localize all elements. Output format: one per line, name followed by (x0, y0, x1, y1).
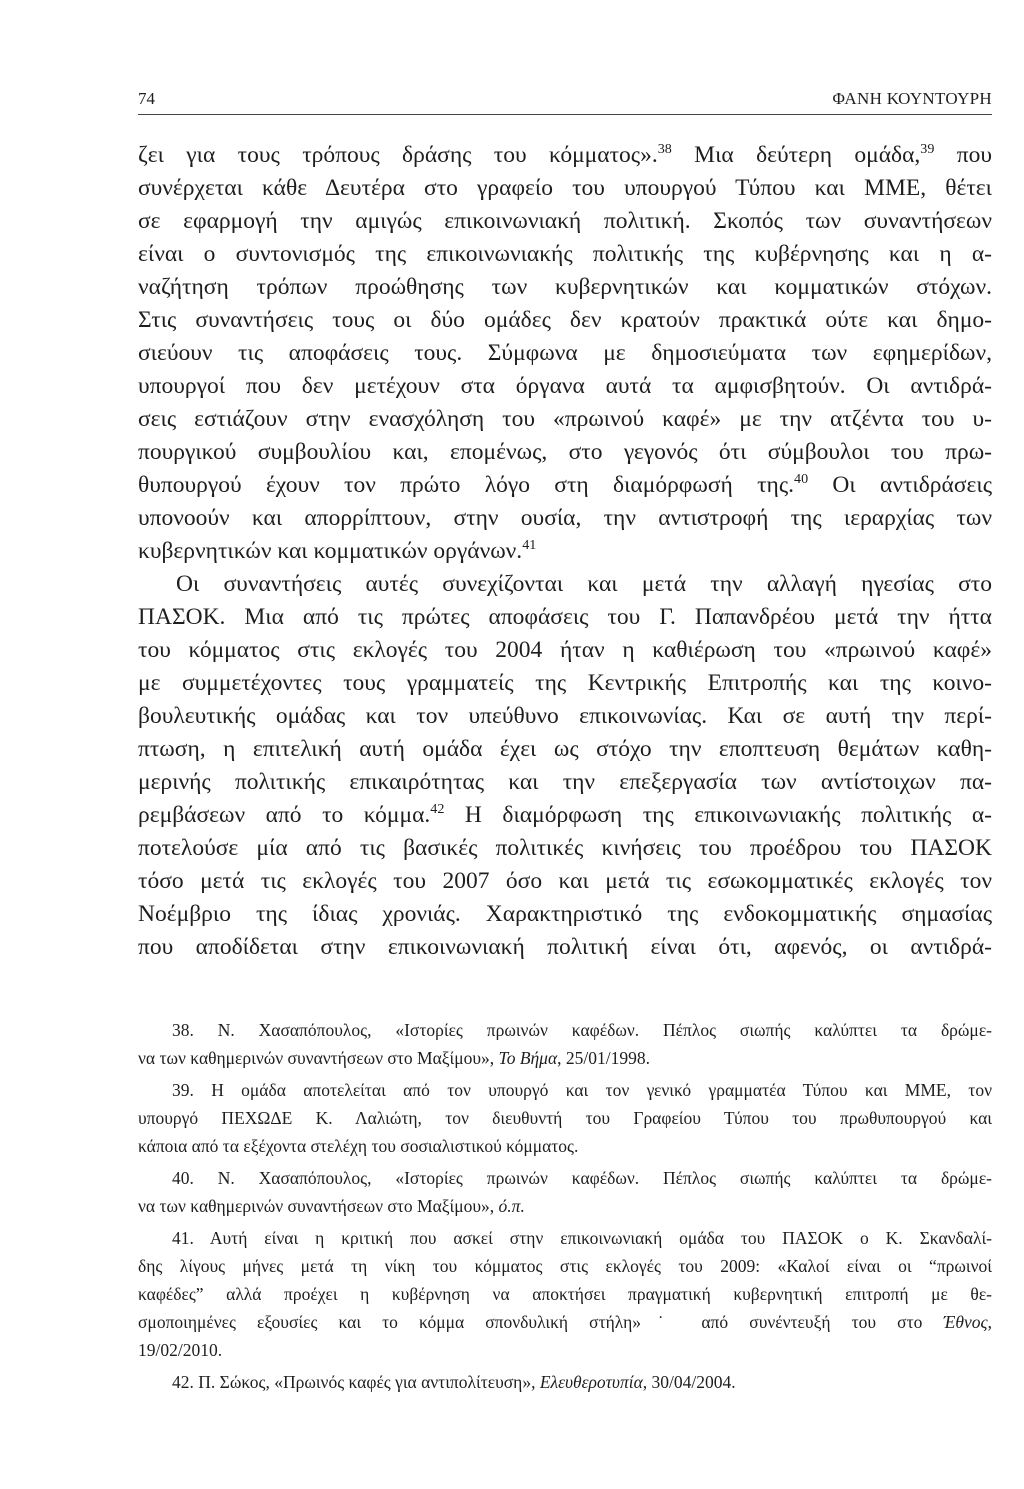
footnote-ref: 41 (522, 537, 537, 554)
footnote-ref: 39 (920, 141, 935, 158)
body-line: τόσο μετά τις εκλογές του 2007 όσο και μετά τις εσωκομματικές εκλογές τον (138, 868, 992, 894)
page-number: 74 (138, 89, 155, 108)
footnote-ref: 38 (657, 141, 672, 158)
body-line: πουργικού συμβουλίου και, επομένως, στο γεγονός ότι σύμβουλοι του πρω- (138, 439, 992, 465)
body-line: Στις συναντήσεις τους οι δύο ομάδες δεν κρατούν πρακτικά ούτε και δημο- (138, 307, 992, 333)
footnote-42: 42. Π. Σώκος, «Πρωινός καφές για αντιπολίτευση», Ελευθεροτυπία, 30/04/2004. (172, 1372, 736, 1392)
body-line: Νοέμβριο της ίδιας χρονιάς. Χαρακτηριστικό της ενδοκομματικής σημασίας (138, 901, 992, 927)
footnote-41-cont: δης λίγους μήνες μετά τη νίκη του κόμματος στις εκλογές του 2009: «Καλοί είναι οι “πρωινοί (138, 1256, 992, 1276)
footnote-41: 41. Αυτή είναι η κριτική που ασκεί στην επικοινωνιακή ομάδα του ΠΑΣΟΚ ο Κ. Σκανδαλί- (172, 1228, 992, 1248)
footnote-41-cont: καφέδες” αλλά προέχει η κυβέρνηση να αποκτήσει πραγματική κυβερνητική επιτροπή με θε- (138, 1284, 992, 1304)
footnote-39-cont: υπουργό ΠΕΧΩΔΕ Κ. Λαλιώτη, τον διευθυντή του Γραφείου Τύπου του πρωθυπουργού και (138, 1108, 992, 1128)
body-line: που αποδίδεται στην επικοινωνιακή πολιτική είναι ότι, αφενός, οι αντιδρά- (138, 934, 992, 960)
body-line: με συμμετέχοντες τους γραμματείς της Κεντρικής Επιτροπής και της κοινο- (138, 670, 992, 696)
footnote-38-cont: να των καθημερινών συναντήσεων στο Μαξίμου», Το Βήμα, 25/01/1998. (138, 1048, 651, 1068)
body-line: βουλευτικής ομάδας και τον υπεύθυνο επικοινωνίας. Και σε αυτή την περί- (138, 703, 992, 729)
page-header (138, 88, 992, 115)
body-line: πτωση, η επιτελική αυτή ομάδα έχει ως στόχο την εποπτευση θεμάτων καθη- (138, 736, 992, 762)
body-line: υπουργοί που δεν μετέχουν στα όργανα αυτά τα αμφισβητούν. Οι αντιδρά- (138, 373, 992, 399)
body-line: ποτελούσε μία από τις βασικές πολιτικές κινήσεις του προέδρου του ΠΑΣΟΚ (138, 835, 992, 861)
body-line: υπονοούν και απορρίπτουν, στην ουσία, την αντιστροφή της ιεραρχίας των (138, 505, 992, 531)
body-line: ναζήτηση τρόπων προώθησης των κυβερνητικών και κομματικών στόχων. (138, 274, 992, 300)
body-line: θυπουργού έχουν τον πρώτο λόγο στη διαμόρφωσή της.$^{40}$ Οι αντιδράσεις (138, 471, 992, 498)
footnote-ref: 42 (430, 801, 445, 818)
body-line: ζει για τους τρόπους δράσης του κόμματος».$^{38}$ Μια δεύτερη ομάδα,$^{39}$ που (138, 141, 992, 168)
source-title: Ελευθεροτυπία (539, 1372, 643, 1392)
running-head-author: ΦΑΝΗ ΚΟΥΝΤΟΥΡΗ (832, 89, 992, 108)
footnote-41-cont: 19/02/2010. (138, 1340, 223, 1360)
body-line: είναι ο συντονισμός της επικοινωνιακής πολιτικής της κυβέρνησης και η α- (138, 241, 992, 267)
footnote-40: 40. Ν. Χασαπόπουλος, «Ιστορίες πρωινών καφέδων. Πέπλος σιωπής καλύπτει τα δρώμε- (172, 1168, 992, 1188)
body-line: συνέρχεται κάθε Δευτέρα στο γραφείο του υπουργού Τύπου και ΜΜΕ, θέτει (138, 175, 992, 201)
footnote-ref: 40 (794, 471, 809, 488)
body-line: κυβερνητικών και κομματικών οργάνων.$^{41}$ (138, 537, 537, 564)
footnote-39-cont: κάποια από τα εξέχοντα στελέχη του σοσιαλιστικού κόμματος. (138, 1136, 579, 1156)
footnote-40-cont: να των καθημερινών συναντήσεων στο Μαξίμου», ό.π. (138, 1196, 525, 1216)
source-title: ό.π. (498, 1196, 525, 1216)
body-line: Οι συναντήσεις αυτές συνεχίζονται και μετά την αλλαγή ηγεσίας στο (176, 571, 992, 597)
body-line: του κόμματος στις εκλογές του 2004 ήταν η καθιέρωση του «πρωινού καφέ» (138, 637, 992, 663)
footnote-41-cont: σμοποιημένες εξουσίες και το κόμμα σπονδυλική στήλη»˙ από συνέντευξή του στο Έθνος, (138, 1312, 992, 1332)
body-line: ρεμβάσεων από το κόμμα.$^{42}$ Η διαμόρφωση της επικοινωνιακής πολιτικής α- (138, 801, 992, 828)
footnote-38: 38. Ν. Χασαπόπουλος, «Ιστορίες πρωινών καφέδων. Πέπλος σιωπής καλύπτει τα δρώμε- (172, 1020, 992, 1040)
body-line: σιεύουν τις αποφάσεις τους. Σύμφωνα με δημοσιεύματα των εφημερίδων, (138, 340, 992, 366)
footnote-39: 39. Η ομάδα αποτελείται από τον υπουργό και τον γενικό γραμματέα Τύπου και ΜΜΕ, τον (172, 1080, 992, 1100)
body-line: σεις εστιάζουν στην ενασχόληση του «πρωινού καφέ» με την ατζέντα του υ- (138, 406, 992, 432)
source-title: Έθνος (943, 1312, 988, 1332)
body-line: μερινής πολιτικής επικαιρότητας και την επεξεργασία των αντίστοιχων πα- (138, 769, 992, 795)
body-line: ΠΑΣΟΚ. Μια από τις πρώτες αποφάσεις του Γ. Παπανδρέου μετά την ήττα (138, 604, 992, 630)
body-line: σε εφαρμογή την αμιγώς επικοινωνιακή πολιτική. Σκοπός των συναντήσεων (138, 208, 992, 234)
source-title: Το Βήμα (498, 1048, 558, 1068)
